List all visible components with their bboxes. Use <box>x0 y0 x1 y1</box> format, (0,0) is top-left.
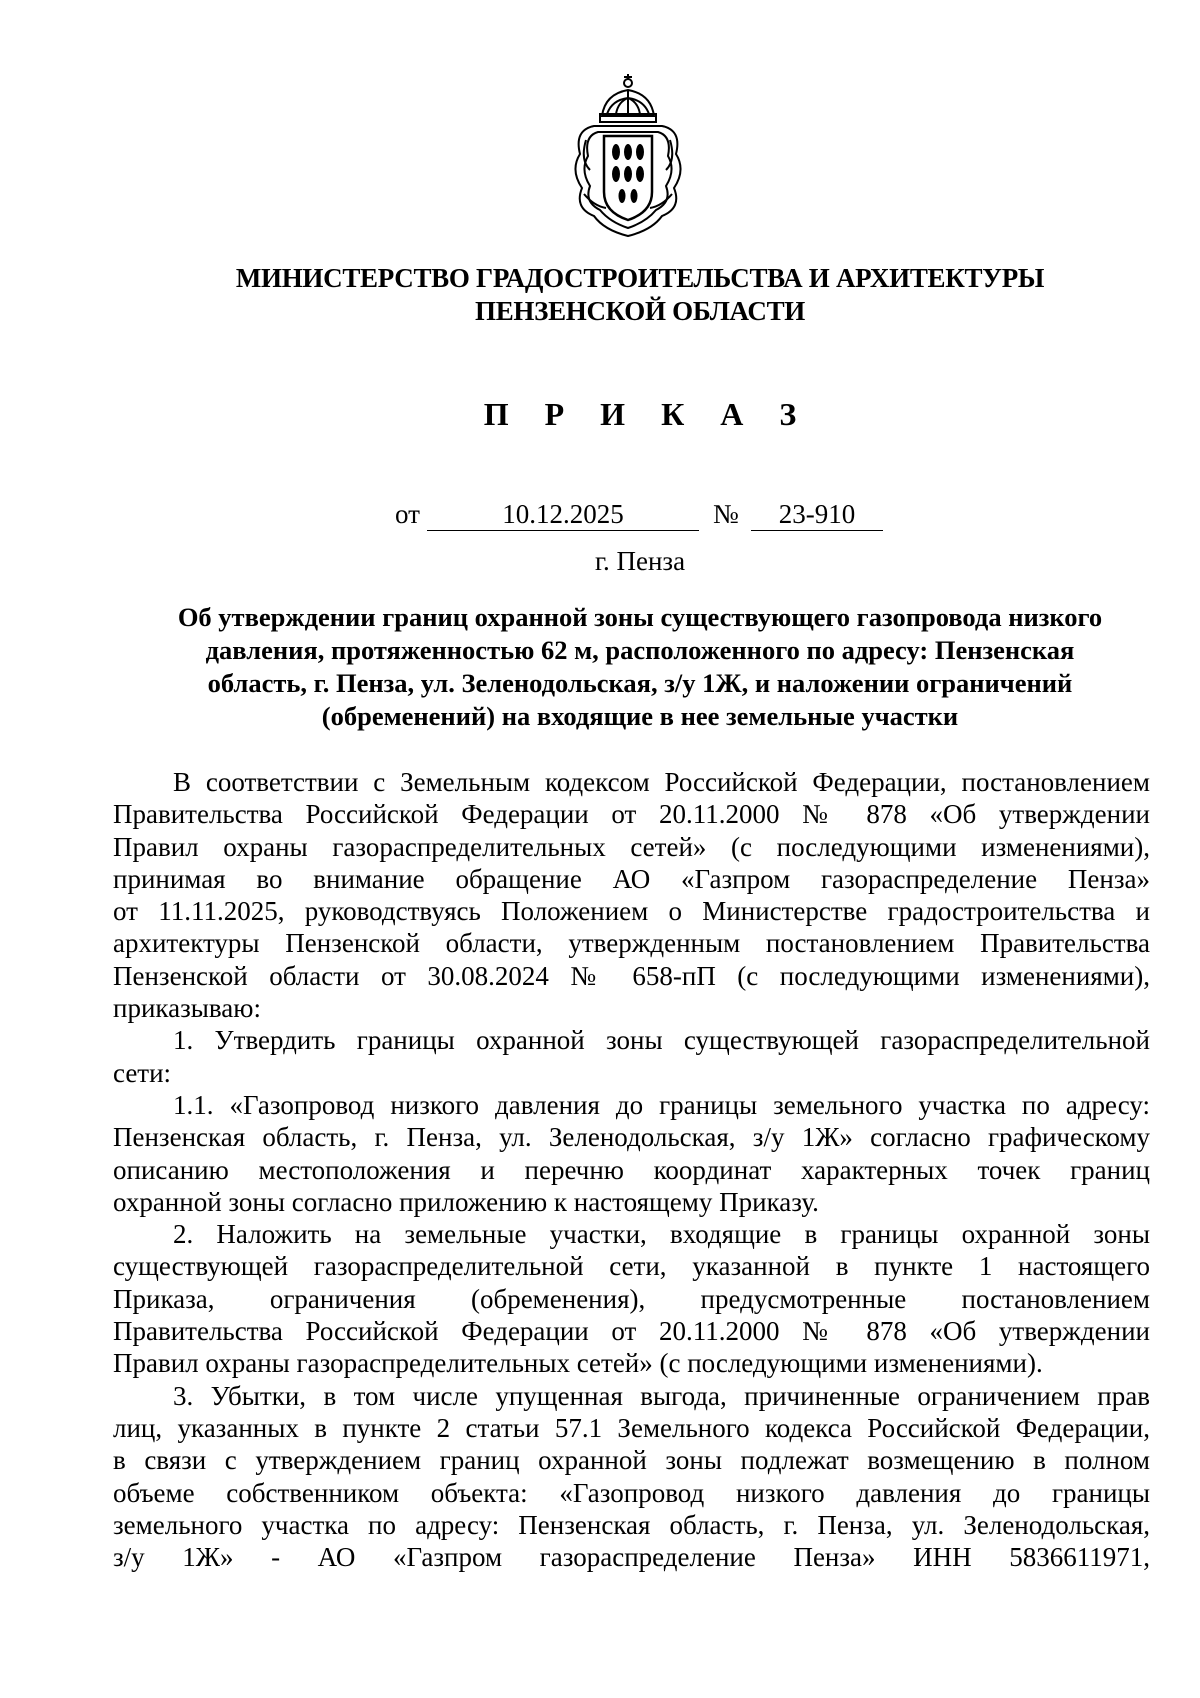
subject-line: (обременений) на входящие в нее земельные участки <box>321 701 959 731</box>
body-line: лиц, указанных в пункте 2 статьи 57.1 Земельного кодекса Российской Федерации, <box>113 1412 1150 1443</box>
body-line: описанию местоположения и перечню координат характерных точек границ <box>113 1154 1150 1185</box>
document-body <box>113 766 1150 1573</box>
body-line: земельного участка по адресу: Пензенская область, г. Пенза, ул. Зеленодольская, <box>113 1509 1150 1540</box>
body-line: 3. Убытки, в том числе упущенная выгода, причиненные ограничением прав <box>173 1380 1150 1411</box>
body-line: охранной зоны согласно приложению к настоящему Приказу. <box>113 1186 819 1217</box>
body-line: 2. Наложить на земельные участки, входящие в границы охранной зоны <box>173 1219 1150 1250</box>
body-line: в связи с утверждением границ охранной зоны подлежат возмещению в полном <box>113 1445 1150 1476</box>
subject-line: Об утверждении границ охранной зоны существующего газопровода низкого <box>177 602 1103 632</box>
number-label: № <box>713 499 739 529</box>
body-line: сети: <box>113 1057 172 1088</box>
body-line: Правил охраны газораспределительных сетей» (с последующими изменениями), <box>113 831 1150 862</box>
body-line: з/у 1Ж» - АО «Газпром газораспределение Пенза» ИНН 5836611971, <box>113 1542 1150 1573</box>
body-line: существующей газораспределительной сети, указанной в пункте 1 настоящего <box>113 1251 1150 1282</box>
body-line: от 11.11.2025, руководствуясь Положением о Министерстве градостроительства и <box>113 896 1150 927</box>
ministry-name-line2: ПЕНЗЕНСКОЙ ОБЛАСТИ <box>475 296 805 326</box>
body-line: приказываю: <box>113 993 261 1024</box>
ministry-name <box>110 262 1170 328</box>
body-line: Правительства Российской Федерации от 20.11.2000 № 878 «Об утверждении <box>113 1316 1150 1347</box>
body-line: Правительства Российской Федерации от 20.11.2000 № 878 «Об утверждении <box>113 799 1150 830</box>
body-line: 1.1. «Газопровод низкого давления до границы земельного участка по адресу: <box>173 1089 1150 1120</box>
body-line: Пензенской области от 30.08.2024 № 658-пП (с последующими изменениями), <box>113 960 1150 991</box>
subject-line: давления, протяженностью 62 м, расположенного по адресу: Пензенская <box>205 635 1075 665</box>
ministry-name-line1: МИНИСТЕРСТВО ГРАДОСТРОИТЕЛЬСТВА И АРХИТЕКТУРЫ <box>235 263 1045 293</box>
body-line: Приказа, ограничения (обременения), предусмотренные постановлением <box>113 1283 1150 1314</box>
body-line: принимая во внимание обращение АО «Газпром газораспределение Пенза» <box>113 863 1150 894</box>
document-number: 23-910 <box>751 498 883 531</box>
body-line: Правил охраны газораспределительных сетей» (с последующими изменениями). <box>113 1348 1043 1379</box>
body-line: В соответствии с Земельным кодексом Российской Федерации, постановлением <box>173 767 1150 797</box>
body-line: 1. Утвердить границы охранной зоны существующей газораспределительной <box>173 1025 1150 1056</box>
document-type-title: П Р И К А З <box>483 396 811 432</box>
subject-line: область, г. Пенза, ул. Зеленодольская, з/у 1Ж, и наложении ограничений <box>207 668 1073 698</box>
body-line: объеме собственником объекта: «Газопровод низкого давления до границы <box>113 1477 1150 1508</box>
coat-of-arms-emblem <box>560 70 696 240</box>
document-subject <box>125 601 1155 733</box>
city-name: г. Пенза <box>594 546 686 576</box>
date-from-label: от <box>395 499 420 529</box>
body-line: архитектуры Пензенской области, утвержденным постановлением Правительства <box>113 928 1150 959</box>
body-line: Пензенская область, г. Пенза, ул. Зеленодольская, з/у 1Ж» согласно графическому <box>113 1122 1150 1153</box>
document-date: 10.12.2025 <box>427 498 699 531</box>
